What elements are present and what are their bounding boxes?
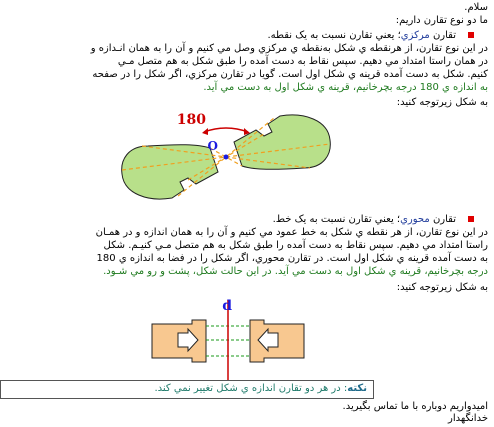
section2-heading: تقارن محوري؛ يعني تقارن نسبت به يک خط. (273, 214, 474, 226)
center-label: O (207, 139, 218, 153)
angle-label: 180 (176, 112, 206, 128)
axial-symmetry-figure (148, 296, 308, 380)
closing-line-1: اميدواريم دوباره با ما تماس بگيريد. (342, 401, 488, 412)
center-point (224, 155, 229, 160)
section1-line-1: در اين نوع تقارن، از هرنقطه ي شکل به‌نقطه ي مرکزي وصل مي کنيم و آن را به همان انـدازه و (90, 43, 488, 54)
rotation-arrow-icon (204, 128, 248, 132)
section2-line-3: به دست آمده قرينه ي شکل اول است. در تقارن محوري، اگر شکل را در فضا به اندازه ي 180 (96, 253, 488, 264)
note-text: : در هر دو تقارن اندازه ي شکل تغيير نمي کند. (154, 383, 348, 394)
shape-right (234, 115, 330, 169)
greeting: سلام. (464, 2, 488, 13)
section1-heading: تقارن مرکزي؛ يعني تقارن نسبت به يک نقطه. (267, 30, 474, 42)
note-box (0, 380, 374, 399)
section1-figure-caption: به شکل زيرتوجه کنيد: (396, 97, 488, 108)
section1-line-2: در همان راستا امتداد مي دهيم. سپس نقاط به دست آمده را طبق شکل به هم متصل مـي (117, 56, 488, 67)
section1-keyword: مرکزي (400, 30, 430, 41)
section2-figure-caption: به شکل زيرتوجه کنيد: (396, 282, 488, 293)
section2-line-1: در اين نوع تقارن، از هر نقطه ي شکل به خط عمود مي کنيم و آن را به همان اندازه و در همـان (95, 227, 488, 238)
section2-keyword: محوري (400, 214, 430, 225)
bullet-marker-icon (468, 216, 474, 222)
axis-label: d (222, 298, 232, 314)
bullet-marker-icon (468, 32, 474, 38)
section2-line-2: راستا امتداد مي دهيم. سپس نقاط به دست آمده را طبق شکل به هم متصل مـي کنيـم. شکل (103, 240, 488, 251)
note-content (154, 383, 367, 395)
closing-line-2: خدانگهدار (448, 413, 488, 424)
section1-line-4: به اندازه ي 180 درجه بچرخانيم، قرينه ي شکل اول به دست مي آيد. (203, 82, 488, 93)
section2-line-4: درجه بچرخانيم، قرينه ي شکل اول به دست مي آيد. در اين حالت شکل، پشت و رو مي شـود. (103, 266, 488, 277)
intro-text: ما دو نوع تقارن داريم: (395, 15, 488, 26)
note-label: نکته (347, 383, 367, 394)
section1-line-3: کنيم. شکل به دست آمده قرينه ي شکل اول است. گويا در تقارن مرکزي، اگر شکل را در صفحه (92, 69, 488, 80)
central-symmetry-figure (118, 108, 334, 206)
shape-left (122, 145, 218, 199)
